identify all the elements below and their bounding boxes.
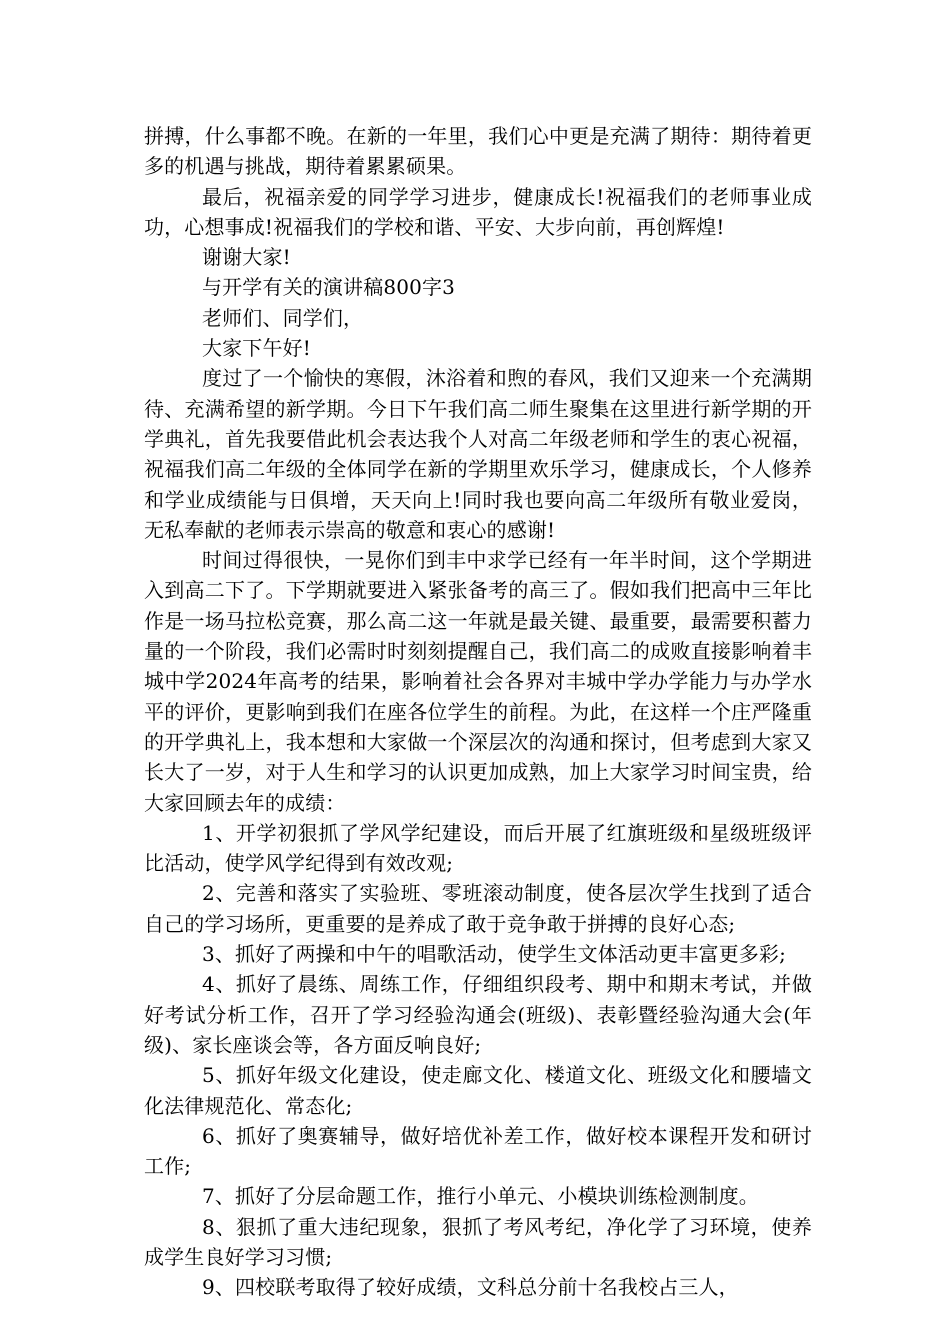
paragraph-3: 谢谢大家! — [202, 245, 291, 270]
list-item-2: 2、完善和落实了实验班、零班滚动制度，使各层次学生找到了适合自己的学习场所，更重要的是养成了敢于竞争敢于拼搏的良好心态; — [144, 881, 812, 936]
list-item-5: 5、抓好年级文化建设，使走廊文化、楼道文化、班级文化和腰墙文化法律规范化、常态化; — [144, 1063, 812, 1118]
paragraph-2: 最后，祝福亲爱的同学学习进步，健康成长!祝福我们的老师事业成功，心想事成!祝福我们的学校和谐、平安、大步向前，再创辉煌! — [144, 184, 812, 239]
paragraph-8: 时间过得很快，一晃你们到丰中求学已经有一年半时间，这个学期进入到高二下了。下学期就要进入紧张备考的高三了。假如我们把高中三年比作是一场马拉松竞赛，那么高二这一年就是最关键、最重要，最需要积蓄力量的一个阶段，我们必需时时刻刻提醒自己，我们高二的成败直接影响着丰城中学2024年高考的结果，影响着社会各界对丰城中学办学能力与办学水平的评价，更影响到我们在座各位学生的前程。为此，在这样一个庄严隆重的开学典礼上，我本想和大家做一个深层次的沟通和探讨，但考虑到大家又长大了一岁，对于人生和学习的认识更加成熟，加上大家学习时间宝贵，给大家回顾去年的成绩： — [144, 548, 812, 815]
speech-title: 与开学有关的演讲稿800字3 — [202, 275, 455, 300]
paragraph-1: 拼搏，什么事都不晚。在新的一年里，我们心中更是充满了期待：期待着更多的机遇与挑战，期待着累累硕果。 — [144, 124, 812, 179]
paragraph-7: 度过了一个愉快的寒假，沐浴着和煦的春风，我们又迎来一个充满期待、充满希望的新学期。今日下午我们高二师生聚集在这里进行新学期的开学典礼，首先我要借此机会表达我个人对高二年级老师和学生的衷心祝福，祝福我们高二年级的全体同学在新的学期里欢乐学习，健康成长，个人修养和学业成绩能与日俱增，天天向上!同时我也要向高二年级所有敬业爱岗，无私奉献的老师表示崇高的敬意和衷心的感谢! — [144, 366, 812, 542]
list-item-7: 7、抓好了分层命题工作，推行小单元、小模块训练检测制度。 — [202, 1184, 759, 1209]
document-page — [144, 121, 812, 1303]
salutation: 老师们、同学们， — [202, 305, 364, 330]
greeting: 大家下午好! — [202, 336, 311, 361]
list-item-9: 9、四校联考取得了较好成绩，文科总分前十名我校占三人， — [202, 1275, 739, 1300]
list-item-3: 3、抓好了两操和中午的唱歌活动，使学生文体活动更丰富更多彩; — [202, 942, 786, 967]
list-item-6: 6、抓好了奥赛辅导，做好培优补差工作，做好校本课程开发和研讨工作; — [144, 1123, 812, 1179]
list-item-1: 1、开学初狠抓了学风学纪建设，而后开展了红旗班级和星级班级评比活动，使学风学纪得到有效改观; — [144, 820, 812, 876]
list-item-8: 8、狠抓了重大违纪现象，狠抓了考风考纪，净化学了习环境，使养成学生良好学习习惯; — [144, 1214, 812, 1269]
list-item-4: 4、抓好了晨练、周练工作，仔细组织段考、期中和期末考试，并做好考试分析工作，召开了学习经验沟通会(班级)、表彰暨经验沟通大会(年级)、家长座谈会等，各方面反响良好; — [144, 972, 812, 1057]
